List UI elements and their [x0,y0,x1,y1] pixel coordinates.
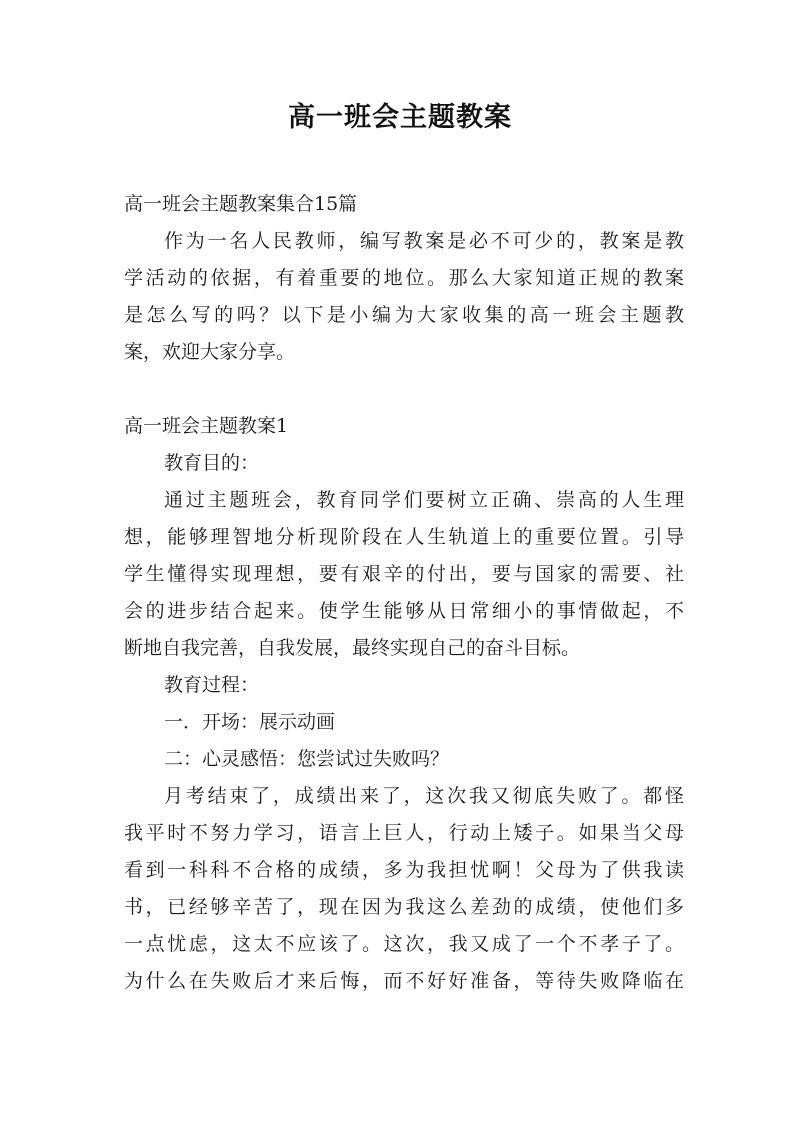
story-line: 为什么在失败后才来后悔，而不好好准备，等待失败降临在 [124,970,684,992]
story-line: 一点忧虑，这太不应该了。这次，我又成了一个不孝子了。 [124,933,684,955]
purpose-line: 会的进步结合起来。使学生能够从日常细小的事情做起，不 [124,600,684,622]
story-line: 月考结束了，成绩出来了，这次我又彻底失败了。都怪 [164,785,684,807]
document-title: 高一班会主题教案 [288,102,512,133]
subheading-process: 教育过程： [164,674,260,696]
collection-subtitle: 高一班会主题教案集合15篇 [124,193,358,215]
story-line: 我平时不努力学习，语言上巨人，行动上矮子。如果当父母 [124,822,684,844]
intro-line: 作为一名人民教师，编写教案是必不可少的，教案是教 [164,230,684,252]
purpose-line: 学生懂得实现理想，要有艰辛的付出，要与国家的需要、社 [124,563,684,585]
story-line: 看到一科科不合格的成绩，多为我担忧啊！父母为了供我读 [124,859,684,881]
purpose-line: 想，能够理智地分析现阶段在人生轨道上的重要位置。引导 [124,526,684,548]
paragraph-gap [124,371,684,408]
purpose-line: 通过主题班会，教育同学们要树立正确、崇高的人生理 [164,489,684,511]
purpose-line: 断地自我完善，自我发展，最终实现自己的奋斗目标。 [124,637,581,659]
process-step: 二：心灵感悟：您尝试过失败吗？ [164,748,450,770]
section-heading: 高一班会主题教案1 [124,415,289,437]
document-body [124,186,684,1000]
process-step: 一．开场：展示动画 [164,711,336,733]
intro-line: 学活动的依据，有着重要的地位。那么大家知道正规的教案 [124,267,684,289]
intro-line: 是怎么写的吗？以下是小编为大家收集的高一班会主题教 [124,304,684,326]
subheading-purpose: 教育目的： [164,452,260,474]
story-line: 书，已经够辛苦了，现在因为我这么差劲的成绩，使他们多 [124,896,684,918]
intro-line: 案，欢迎大家分享。 [124,341,296,363]
